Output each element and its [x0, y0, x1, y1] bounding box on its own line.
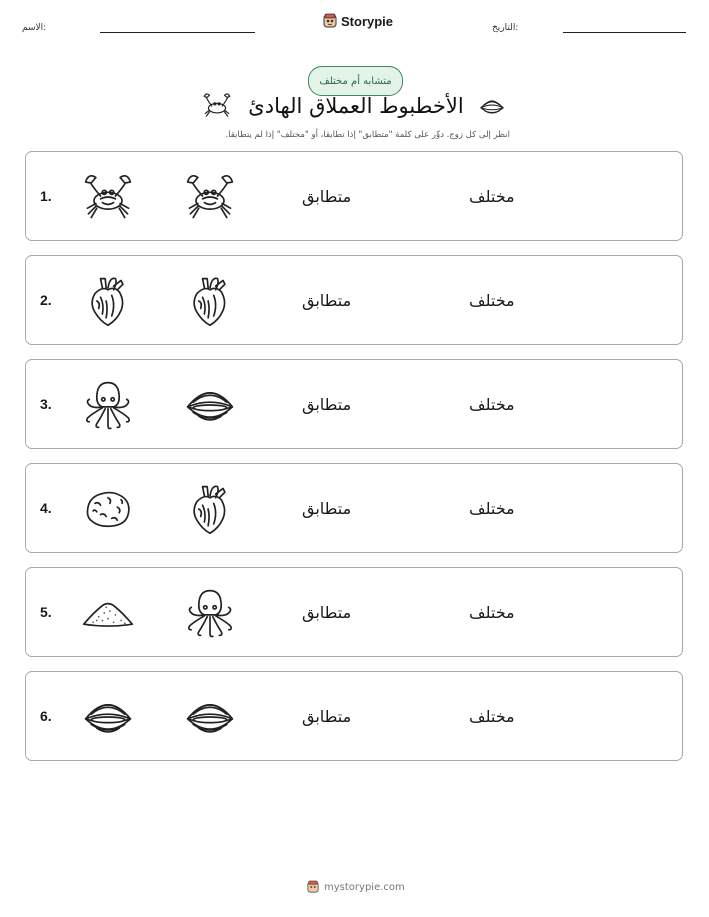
heart-icon	[182, 273, 238, 329]
different-option[interactable]: مختلف	[469, 394, 515, 414]
row-number: 1.	[40, 188, 52, 204]
exercise-row	[25, 255, 683, 345]
exercise-row	[25, 359, 683, 449]
different-option[interactable]: مختلف	[469, 186, 515, 206]
storypie-mascot-icon	[323, 13, 337, 29]
date-label: التاريخ:	[492, 23, 519, 33]
octopus-icon	[80, 377, 136, 433]
exercise-row	[25, 463, 683, 553]
row-number: 3.	[40, 396, 52, 412]
rock-icon	[80, 481, 136, 537]
row-number: 6.	[40, 708, 52, 724]
brand-name: Storypie	[341, 13, 394, 29]
row-number: 5.	[40, 604, 52, 620]
clam-icon	[80, 689, 136, 745]
same-option[interactable]: متطابق	[302, 706, 352, 726]
same-option[interactable]: متطابق	[302, 498, 352, 518]
heart-icon	[182, 481, 238, 537]
instructions: انظر إلى كل زوج. دوِّر على كلمة "متطابق" إذا تطابقا، أو "مختلف" إذا لم يتطابقا.	[225, 130, 510, 140]
storypie-mascot-icon	[307, 880, 319, 894]
title-crab-icon	[201, 90, 233, 122]
row-number: 2.	[40, 292, 52, 308]
crab-icon	[80, 169, 136, 225]
octopus-icon	[182, 585, 238, 641]
same-option[interactable]: متطابق	[302, 602, 352, 622]
clam-icon	[182, 689, 238, 745]
footer	[307, 880, 405, 894]
same-option[interactable]: متطابق	[302, 290, 352, 310]
same-option[interactable]: متطابق	[302, 186, 352, 206]
different-option[interactable]: مختلف	[469, 602, 515, 622]
same-option[interactable]: متطابق	[302, 394, 352, 414]
exercise-row	[25, 671, 683, 761]
sand-icon	[80, 585, 136, 641]
different-option[interactable]: مختلف	[469, 706, 515, 726]
different-option[interactable]: مختلف	[469, 290, 515, 310]
date-field[interactable]	[563, 32, 686, 33]
name-field[interactable]	[100, 32, 255, 33]
worksheet-type-badge: متشابه أم مختلف	[308, 66, 403, 96]
exercise-row	[25, 567, 683, 657]
brand-logo	[323, 13, 393, 29]
crab-icon	[182, 169, 238, 225]
different-option[interactable]: مختلف	[469, 498, 515, 518]
title-clam-icon	[478, 92, 506, 120]
name-label: الاسم:	[22, 23, 47, 33]
exercise-row	[25, 151, 683, 241]
clam-icon	[182, 377, 238, 433]
heart-icon	[80, 273, 136, 329]
row-number: 4.	[40, 500, 52, 516]
footer-url: mystorypie.com	[324, 881, 405, 893]
page-title: الأخطبوط العملاق الهادئ	[248, 94, 464, 118]
